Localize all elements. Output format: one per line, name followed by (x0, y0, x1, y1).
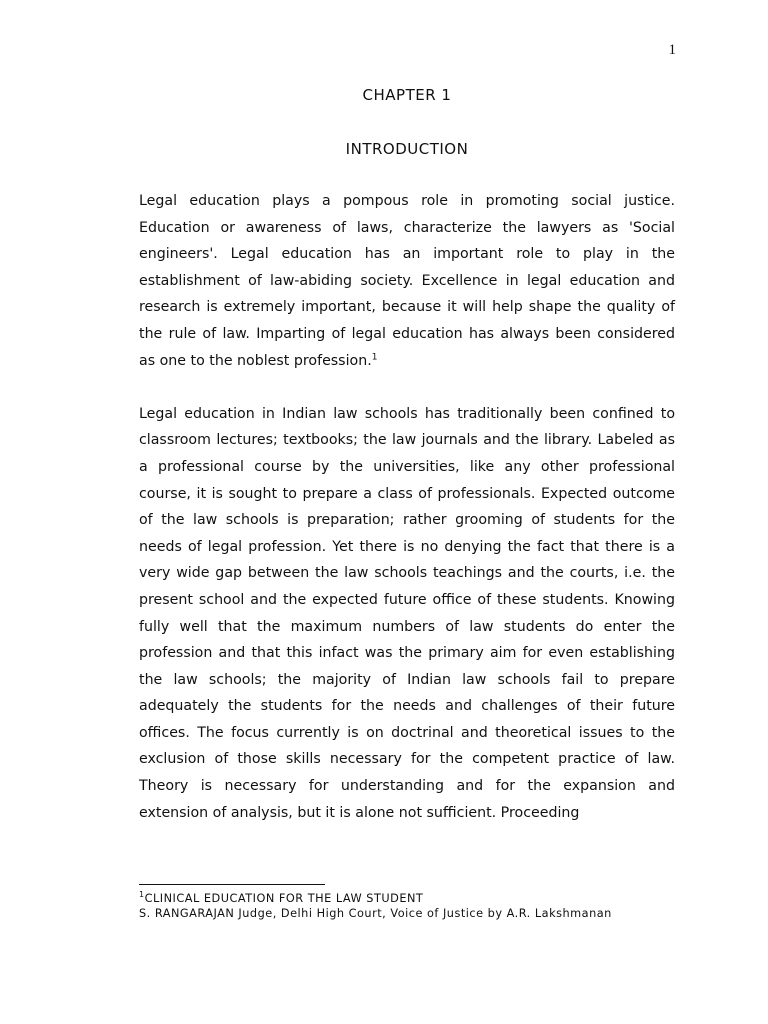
footnote-marker: 1 (139, 890, 145, 900)
page-number: 1 (668, 42, 676, 58)
paragraph (139, 188, 675, 374)
paragraph (139, 401, 675, 827)
paragraph-text: Legal education plays a pompous role in promoting social justice. Education or awareness of laws, characterize the lawyers as 'Social engineers'. Legal education has an important role to play in the establishment of law-abiding society. Excellence in legal education and research is extremely important, because it will help shape the quality of the rule of law. Imparting of legal education has always been considered as one to the noblest profession. (139, 193, 675, 369)
footnote-rule (139, 884, 325, 885)
chapter-heading: CHAPTER 1 (362, 86, 452, 104)
body-text (139, 188, 675, 826)
paragraph-text: Legal education in Indian law schools has traditionally been confined to classroom lectures; textbooks; the law journals and the library. Labeled as a professional course by the universities, like any other professional course, it is sought to prepare a class of professionals. Expected outcome of the law schools is preparation; rather grooming of students for the needs of legal profession. Yet there is no denying the fact that there is a very wide gap between the law schools teachings and the courts, i.e. the present school and the expected future office of these students. Knowing fully well that the maximum numbers of law students do enter the profession and that this infact was the primary aim for even establishing the law schools; the majority of Indian law schools fail to prepare adequately the students for the needs and challenges of their future offices. The focus currently is on doctrinal and theoretical issues to the exclusion of those skills necessary for the competent practice of law. Theory is necessary for understanding and for the expansion and extension of analysis, but it is alone not sufficient. Proceeding (139, 405, 675, 821)
footnote-line: S. RANGARAJAN Judge, Delhi High Court, Voice of Justice by A.R. Lakshmanan (139, 907, 612, 920)
footnote-text: CLINICAL EDUCATION FOR THE LAW STUDENT (144, 892, 424, 905)
section-heading: INTRODUCTION (345, 140, 469, 158)
footnote-reference: 1 (371, 351, 378, 362)
footnote-line (139, 891, 699, 906)
footnote (139, 891, 699, 921)
